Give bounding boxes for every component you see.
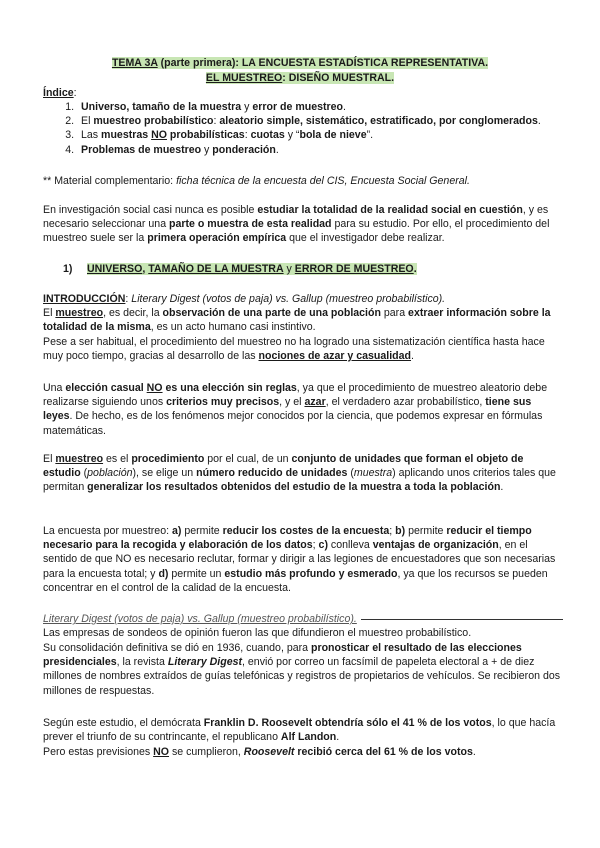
enc-p: estudio más profundo y esmerado: [224, 567, 398, 580]
lit-p2-a: Su consolidación definitiva se dió en 1936, cuando, para: [43, 642, 311, 654]
lit-p1: Las empresas de sondeos de opinión fueron las que difundieron el muestreo probabilístico.: [43, 627, 472, 639]
eleccion-i: , el verdadero azar probabilístico,: [325, 396, 486, 409]
index-item-4-c: ponderación: [212, 143, 276, 156]
lit-p2-c: , la revista: [116, 656, 168, 669]
index-item-1: [77, 100, 557, 114]
title-line-2: [206, 72, 394, 84]
def-k: (: [347, 467, 354, 480]
enc-o: permite un: [168, 567, 225, 580]
introduccion-subtitle: Literary Digest (votos de paja) vs. Gallup (muestreo probabilístico).: [131, 293, 446, 305]
lit-p2-b: pronosticar el resultado de las elecciones presidenciales: [43, 642, 522, 669]
intro-p1-e: para: [380, 307, 409, 319]
index-item-2-c: :: [213, 115, 220, 128]
def-l: muestra: [353, 467, 393, 480]
eleccion-h: azar: [304, 396, 326, 409]
intro-p1-c: , es decir, la: [103, 307, 163, 319]
intro-p1-b: muestreo: [55, 307, 104, 319]
def-g: (: [80, 467, 88, 480]
lit-p4-d: Roosevelt: [243, 746, 295, 758]
enc-a: La encuesta por muestreo:: [43, 525, 172, 537]
enc-l: ventajas de organización: [372, 539, 499, 552]
enc-d: reducir los costes de la encuesta: [222, 525, 390, 537]
eleccion-f: criterios muy precisos: [166, 396, 280, 409]
index-item-3-i: ”.: [366, 129, 374, 142]
def-o: .: [500, 481, 504, 494]
introduccion-paragraph-1: [43, 306, 563, 334]
def-n: generalizar los resultados obtenidos del estudio de la muestra a toda la población: [87, 481, 501, 494]
def-e: por el cual, de un: [204, 453, 292, 465]
index-list: [43, 100, 557, 157]
lit-p4-c: se cumplieron,: [169, 746, 244, 758]
intro-paragraph: [43, 203, 563, 246]
def-c: es el: [103, 453, 132, 465]
intro-p2-b: nociones de azar y casualidad: [258, 350, 412, 363]
intro-p1-f: extraer información sobre la totalidad de la misma: [43, 307, 551, 334]
def-f: conjunto de unidades que forman el objeto de estudio: [43, 453, 524, 480]
intro-g: que el investigador debe realizar.: [286, 232, 445, 245]
intro-a: En investigación social casi nunca es posible: [43, 204, 258, 216]
index-item-1-b: , tamaño de la muestra: [126, 101, 242, 113]
literary-heading: [43, 612, 563, 626]
intro-p2-c: .: [411, 350, 414, 363]
intro-e: para su estudio. Por ello, el procedimiento del muestreo suele ser la: [43, 218, 550, 245]
eleccion-e: , ya que el procedimiento de muestreo aleatorio debe realizarse siguiendo unos: [43, 382, 548, 409]
page-subtitle: [0, 71, 600, 85]
eleccion-k: . De hecho, es de los fenómenos mejor conocidos por la ciencia, que podemos expresar en fórmulas matemáticas.: [43, 410, 543, 437]
introduccion-label: INTRODUCCIÓN: [43, 293, 126, 305]
def-h: población: [87, 467, 133, 480]
literary-paragraph-3: [43, 716, 563, 744]
index-item-4: [77, 143, 557, 157]
eleccion-paragraph: [43, 381, 563, 438]
intro-p1-d: observación de una parte de una población: [162, 307, 381, 319]
lit-p3-c: , lo que hacía prever el triunfo de su contrincante, el republicano: [43, 717, 556, 744]
enc-m: , en el sentido de que NO es necesario reclutar, formar y dirigir a las legiones de encuestadores que son necesarias para la encuesta total; y: [43, 539, 556, 580]
lit-p3-a: Según este estudio, el demócrata: [43, 717, 204, 729]
intro-p2-a: Pese a ser habitual, el procedimiento del muestreo no ha logrado una sistematización científica hasta hace muy poco tiempo, gracias al desarrollo de las: [43, 336, 545, 363]
eleccion-c: NO: [146, 382, 163, 394]
index-item-3-g: y “: [284, 129, 300, 142]
index-item-2-d: aleatorio simple, sistemático, estratificado, por conglomerados: [219, 115, 538, 128]
enc-q: , ya que los recursos se pueden concentrar en el control de la calidad de la encuesta.: [43, 567, 548, 594]
muestreo-definition: [43, 452, 563, 495]
enc-i: ;: [312, 539, 319, 552]
index-item-2-e: .: [537, 115, 541, 128]
title-topic: TEMA 3A: [111, 57, 158, 69]
section-1-d: y: [283, 263, 295, 275]
index-item-3-d: probabilísticas: [166, 129, 245, 142]
intro-p1-a: El: [43, 307, 56, 319]
lit-p3-b: Franklin D. Roosevelt obtendría sólo el 41 % de los votos: [203, 717, 492, 729]
intro-d: parte o muestra de esta realidad: [169, 218, 332, 231]
subtitle-topic: EL MUESTREO: [205, 72, 283, 84]
literary-paragraph-1: [43, 626, 563, 640]
section-1-a: UNIVERSO: [87, 263, 143, 275]
intro-b: estudiar la totalidad de la realidad social en cuestión: [257, 204, 523, 216]
enc-b: a): [171, 525, 182, 537]
enc-k: conlleva: [327, 539, 373, 552]
complementary-note: [43, 174, 563, 188]
index-item-1-d: error de muestreo: [252, 101, 344, 113]
title-line-1: [112, 57, 488, 69]
lit-p4-f: .: [472, 746, 476, 758]
index-heading: [43, 86, 77, 100]
literary-paragraph-4: [43, 745, 563, 759]
intro-c: , y es necesario seleccionar una: [43, 204, 549, 231]
index-label: Índice: [43, 87, 74, 99]
def-j: número reducido de unidades: [196, 467, 348, 480]
enc-c: permite: [181, 525, 223, 537]
heading-rule: [361, 619, 563, 620]
def-b: muestreo: [55, 453, 104, 465]
section-1-heading: [43, 262, 563, 276]
lit-p2-d: Literary Digest: [167, 656, 243, 669]
lit-p4-b: NO: [153, 746, 170, 758]
enc-f: b): [395, 525, 406, 537]
section-1-b: ,: [142, 263, 149, 275]
intro-p1-g: , es un acto humano casi instintivo.: [150, 321, 316, 334]
note-label: ** Material complementario:: [43, 175, 177, 187]
index-item-3-a: Las: [81, 129, 102, 142]
def-d: procedimiento: [131, 453, 205, 465]
index-item-3: [77, 128, 557, 142]
lit-p3-d: Alf Landon: [280, 731, 337, 744]
index-item-1-c: y: [241, 101, 253, 113]
index-item-4-a: Problemas de muestreo: [81, 143, 202, 156]
section-1-title: [87, 263, 417, 275]
literary-heading-text: Literary Digest (votos de paja) vs. Gallup (muestreo probabilístico).: [43, 613, 357, 625]
index-item-3-e: :: [244, 129, 251, 142]
index-item-2-a: El: [81, 115, 94, 128]
eleccion-g: , y el: [279, 396, 305, 409]
lit-p4-e: recibió cerca del 61 % de los votos: [294, 746, 473, 758]
index-item-3-c: NO: [151, 129, 167, 142]
lit-p3-e: .: [336, 731, 340, 744]
lit-p2-e: , envió por correo un facsímil de papeleta electoral a + de diez millones de nombres extraídos de guías telefónicas y registros de propietarios de vehículos. Se recibieron dos millones de respuestas.: [43, 656, 561, 697]
section-1-c: TAMAÑO DE LA MUESTRA: [148, 263, 284, 275]
eleccion-a: Una: [43, 382, 66, 394]
index-item-3-f: cuotas: [250, 129, 285, 142]
index-item-2: [77, 114, 557, 128]
index-item-3-b: muestras: [101, 129, 152, 142]
index-colon: :: [73, 87, 77, 99]
eleccion-j: tiene sus leyes: [43, 396, 532, 423]
section-1-e: ERROR DE MUESTREO: [294, 263, 414, 275]
section-1-number: 1): [63, 263, 73, 275]
index-item-2-b: muestreo probabilístico: [93, 115, 214, 128]
index-item-4-b: y: [201, 143, 213, 156]
def-a: El: [43, 453, 56, 465]
enc-n: d): [158, 567, 169, 580]
eleccion-b: elección casual: [65, 382, 147, 394]
index-item-3-h: bola de nieve: [299, 129, 367, 142]
enc-j: c): [318, 539, 328, 552]
enc-e: ;: [389, 525, 396, 537]
section-1-f: .: [413, 263, 417, 275]
index-item-1-e: .: [343, 101, 346, 113]
introduccion-heading: [43, 292, 563, 306]
index-item-4-d: .: [275, 143, 279, 156]
literary-paragraph-2: [43, 641, 563, 698]
note-text: ficha técnica de la encuesta del CIS, Encuesta Social General.: [176, 175, 470, 187]
eleccion-d: es una elección sin reglas: [162, 382, 297, 394]
enc-h: reducir el tiempo necesario para la recogida y elaboración de los datos: [43, 525, 532, 552]
intro-f: primera operación empírica: [147, 232, 287, 245]
index-item-1-a: Universo: [81, 101, 127, 113]
page-title: [0, 56, 600, 70]
lit-p4-a: Pero estas previsiones: [43, 746, 154, 758]
title-text: (parte primera): LA ENCUESTA ESTADÍSTICA REPRESENTATIVA.: [157, 57, 489, 69]
def-i: ), se elige un: [132, 467, 197, 480]
introduccion-colon: :: [125, 293, 132, 305]
enc-g: permite: [405, 525, 447, 537]
subtitle-text: : DISEÑO MUESTRAL.: [282, 72, 395, 84]
introduccion-paragraph-2: [43, 335, 563, 363]
encuesta-paragraph: [43, 524, 563, 595]
def-m: ) aplicando unos criterios tales que permitan: [43, 467, 556, 494]
